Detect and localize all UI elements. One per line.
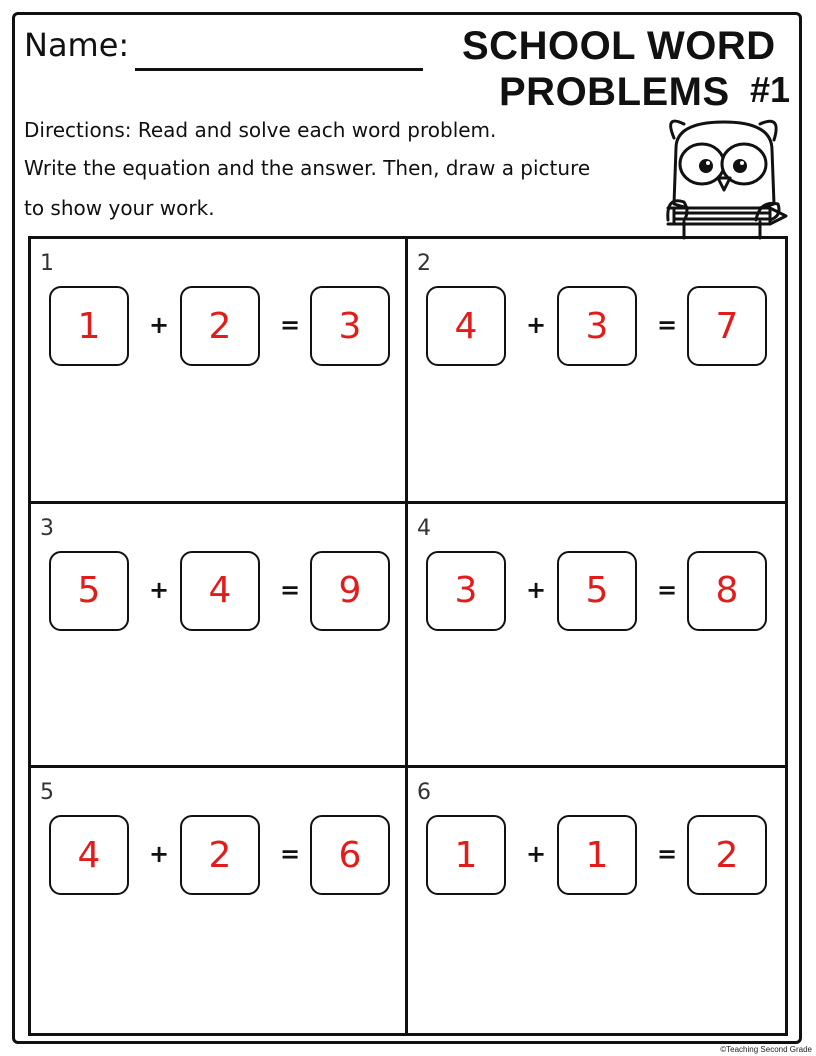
plus-sign: + bbox=[526, 311, 547, 339]
equals-sign: = bbox=[657, 311, 678, 339]
addend-box-2[interactable]: 3 bbox=[557, 286, 637, 366]
addend-box-1[interactable]: 1 bbox=[426, 815, 506, 895]
plus-sign: + bbox=[149, 840, 170, 869]
directions-line-1: Directions: Read and solve each word problem. bbox=[24, 118, 497, 142]
problem-number: 6 bbox=[417, 780, 431, 806]
addend-box-1[interactable]: 4 bbox=[49, 815, 129, 895]
answer-box[interactable]: 3 bbox=[310, 286, 390, 366]
problem-grid bbox=[28, 236, 788, 1036]
answer-box[interactable]: 7 bbox=[687, 286, 767, 366]
owl-with-pencil-icon bbox=[660, 108, 790, 240]
problem-cell-6[interactable] bbox=[408, 768, 785, 1033]
addend-box-1[interactable]: 5 bbox=[49, 551, 129, 631]
addend-box-2[interactable]: 5 bbox=[557, 551, 637, 631]
problem-number: 2 bbox=[417, 251, 431, 276]
problem-cell-3[interactable] bbox=[31, 504, 408, 769]
problem-number: 5 bbox=[40, 780, 54, 806]
plus-sign: + bbox=[526, 575, 547, 604]
addend-box-2[interactable]: 2 bbox=[180, 286, 260, 366]
problem-cell-5[interactable] bbox=[31, 768, 408, 1033]
equals-sign: = bbox=[657, 840, 678, 869]
problem-number: 3 bbox=[40, 515, 54, 541]
problem-number: 1 bbox=[40, 251, 54, 276]
addend-box-1[interactable]: 1 bbox=[49, 286, 129, 366]
title-line-1: SCHOOL WORD bbox=[462, 24, 776, 68]
addend-box-1[interactable]: 4 bbox=[426, 286, 506, 366]
addend-box-2[interactable]: 4 bbox=[180, 551, 260, 631]
equals-sign: = bbox=[280, 575, 301, 604]
addend-box-1[interactable]: 3 bbox=[426, 551, 506, 631]
plus-sign: + bbox=[526, 840, 547, 869]
copyright-credit: ©Teaching Second Grade bbox=[720, 1045, 812, 1054]
answer-box[interactable]: 8 bbox=[687, 551, 767, 631]
equals-sign: = bbox=[280, 311, 301, 339]
answer-box[interactable]: 6 bbox=[310, 815, 390, 895]
title-line-2: PROBLEMS bbox=[499, 70, 730, 114]
answer-box[interactable]: 2 bbox=[687, 815, 767, 895]
answer-box[interactable]: 9 bbox=[310, 551, 390, 631]
equals-sign: = bbox=[280, 840, 301, 869]
problem-cell-2[interactable] bbox=[408, 239, 785, 504]
problem-cell-4[interactable] bbox=[408, 504, 785, 769]
problem-number: 4 bbox=[417, 515, 431, 541]
addend-box-2[interactable]: 1 bbox=[557, 815, 637, 895]
problem-cell-1[interactable] bbox=[31, 239, 408, 504]
worksheet-number: #1 bbox=[750, 69, 791, 110]
directions-line-3: to show your work. bbox=[24, 196, 215, 220]
addend-box-2[interactable]: 2 bbox=[180, 815, 260, 895]
equals-sign: = bbox=[657, 575, 678, 604]
plus-sign: + bbox=[149, 575, 170, 604]
directions-line-2: Write the equation and the answer. Then, draw a picture bbox=[24, 156, 591, 180]
plus-sign: + bbox=[149, 311, 170, 339]
name-label: Name: bbox=[24, 26, 130, 64]
name-write-line[interactable] bbox=[135, 68, 423, 71]
